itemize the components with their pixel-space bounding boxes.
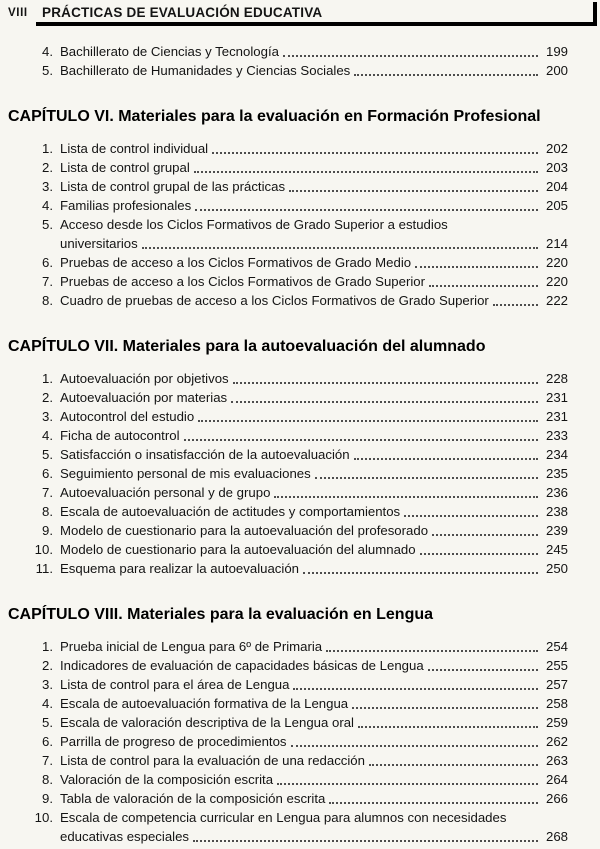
dot-leader — [432, 534, 538, 536]
toc-entry — [8, 694, 568, 713]
toc-entry-page-number: 259 — [545, 715, 568, 730]
toc-entry-title: Escala de autoevaluación de actitudes y comportamientos — [60, 504, 401, 519]
toc-entry-number: 8. — [42, 772, 53, 787]
dot-leader — [142, 247, 538, 249]
toc-entry-page-number: 202 — [545, 141, 568, 156]
toc-entry-number: 7. — [42, 274, 53, 289]
chapter-heading: CAPÍTULO VI. Materiales para la evaluación en Formación Profesional — [8, 108, 541, 125]
dot-leader — [212, 152, 538, 154]
toc-entry-line — [60, 253, 568, 272]
toc-entry — [8, 770, 568, 789]
dot-leader — [420, 553, 538, 555]
toc-entry-number: 2. — [42, 390, 53, 405]
toc-entry-line — [60, 732, 568, 751]
toc-entry-title: Escala de autoevaluación formativa de la Lengua — [60, 696, 349, 711]
toc-entry-line — [60, 483, 568, 502]
toc-entry-body — [60, 540, 568, 559]
chapter-heading: CAPÍTULO VII. Materiales para la autoevaluación del alumnado — [8, 338, 486, 355]
toc-entry — [8, 732, 568, 751]
toc-entry-body — [60, 789, 568, 808]
toc-entry-title: Lista de control grupal de las prácticas — [60, 179, 286, 194]
toc-entry-body — [60, 656, 568, 675]
toc-entry-line — [60, 234, 568, 253]
toc-entry-body — [60, 158, 568, 177]
dot-leader — [329, 802, 538, 804]
running-title: PRÁCTICAS DE EVALUACIÓN EDUCATIVA — [42, 5, 323, 20]
toc-entry-line — [60, 158, 568, 177]
toc-entry — [8, 656, 568, 675]
toc-entry-number: 1. — [42, 371, 53, 386]
toc-entry-page-number: 205 — [545, 198, 568, 213]
dot-leader — [291, 745, 538, 747]
toc-entry-line — [60, 426, 568, 445]
toc-entry-body — [60, 177, 568, 196]
toc-entry-body — [60, 388, 568, 407]
toc-entry-number: 3. — [42, 409, 53, 424]
toc-entry-title: Cuadro de pruebas de acceso a los Ciclos Formativos de Grado Superior — [60, 293, 489, 308]
toc-entry-title: Seguimiento personal de mis evaluaciones — [60, 466, 311, 481]
toc-entry-number: 6. — [42, 734, 53, 749]
toc-entry — [8, 559, 568, 578]
toc-entry-title: Pruebas de acceso a los Ciclos Formativos de Grado Medio — [60, 255, 412, 270]
toc-entry-line — [60, 827, 568, 846]
toc-entry-title: Escala de valoración descriptiva de la Lengua oral — [60, 715, 354, 730]
dot-leader — [198, 420, 538, 422]
toc-entry-number: 6. — [42, 466, 53, 481]
toc-entry-title: Familias profesionales — [60, 198, 192, 213]
toc-entry — [8, 464, 568, 483]
toc-entry-body — [60, 502, 568, 521]
toc-entry-body — [60, 675, 568, 694]
dot-leader — [369, 764, 538, 766]
dot-leader — [429, 285, 538, 287]
toc — [0, 30, 600, 846]
toc-entry — [8, 177, 568, 196]
toc-entry — [8, 483, 568, 502]
toc-entry — [8, 445, 568, 464]
toc-entry-title: Tabla de valoración de la composición escrita — [60, 791, 326, 806]
toc-entry-line — [60, 770, 568, 789]
toc-entry — [8, 751, 568, 770]
toc-entry-number: 2. — [42, 658, 53, 673]
toc-entry-page-number: 228 — [545, 371, 568, 386]
toc-entry-line — [60, 291, 568, 310]
toc-entry-title: Lista de control individual — [60, 141, 209, 156]
toc-entry-line — [60, 464, 568, 483]
toc-entry — [8, 369, 568, 388]
toc-entry-page-number: 203 — [545, 160, 568, 175]
toc-entry-line — [60, 61, 568, 80]
toc-entry-page-number: 220 — [545, 274, 568, 289]
toc-entry-title: Bachillerato de Ciencias y Tecnología — [60, 44, 279, 59]
dot-leader — [184, 439, 539, 441]
toc-entry-number: 10. — [34, 542, 53, 557]
toc-entry-body — [60, 751, 568, 770]
toc-entry-number: 3. — [42, 677, 53, 692]
toc-entry-number: 10. — [34, 810, 53, 825]
toc-entry-title-continued: educativas especiales — [60, 829, 190, 844]
toc-entry — [8, 808, 568, 846]
toc-entry-number: 1. — [42, 141, 53, 156]
toc-entry-title: Lista de control grupal — [60, 160, 190, 175]
toc-entry-title: Satisfacción o insatisfacción de la autoevaluación — [60, 447, 350, 462]
toc-entry-title: Escala de competencia curricular en Lengua para alumnos con necesidades — [60, 810, 507, 825]
toc-entry — [8, 196, 568, 215]
dot-leader — [233, 382, 538, 384]
toc-entry-page-number: 245 — [545, 542, 568, 557]
toc-entry-page-number: 255 — [545, 658, 568, 673]
toc-entry-title: Autoevaluación por objetivos — [60, 371, 229, 386]
toc-entry-number: 4. — [42, 198, 53, 213]
toc-entry-title: Valoración de la composición escrita — [60, 772, 274, 787]
toc-entry-number: 11. — [35, 561, 53, 576]
toc-entry-title: Lista de control para el área de Lengua — [60, 677, 290, 692]
dot-leader — [354, 74, 538, 76]
toc-entry-page-number: 220 — [545, 255, 568, 270]
page-folio: VIII — [8, 7, 28, 19]
toc-entry-line — [60, 388, 568, 407]
toc-entry-number: 8. — [42, 504, 53, 519]
toc-entry-line — [60, 713, 568, 732]
dot-leader — [293, 688, 538, 690]
toc-entry-title: Autocontrol del estudio — [60, 409, 195, 424]
toc-entry-page-number: 264 — [545, 772, 568, 787]
dot-leader — [428, 669, 538, 671]
toc-entry-title: Autoevaluación personal y de grupo — [60, 485, 271, 500]
toc-entry — [8, 272, 568, 291]
toc-entry-line — [60, 502, 568, 521]
toc-entry-number: 7. — [42, 485, 53, 500]
toc-entry-title: Lista de control para la evaluación de una redacción — [60, 753, 365, 768]
toc-entry-number: 7. — [42, 753, 53, 768]
toc-entry-number: 5. — [42, 447, 53, 462]
toc-entry-number: 5. — [42, 217, 53, 232]
toc-entry-line — [60, 540, 568, 559]
dot-leader — [493, 304, 538, 306]
dot-leader — [274, 496, 538, 498]
toc-entry-number: 3. — [42, 179, 53, 194]
toc-entry — [8, 42, 568, 61]
dot-leader — [326, 650, 538, 652]
dot-leader — [315, 477, 538, 479]
toc-entry-number: 1. — [42, 639, 53, 654]
header-corner-tick — [593, 2, 597, 26]
toc-entry-page-number: 233 — [545, 428, 568, 443]
dot-leader — [283, 55, 538, 57]
toc-entry-number: 9. — [42, 791, 53, 806]
toc-entry-line — [60, 694, 568, 713]
toc-entry-page-number: 262 — [545, 734, 568, 749]
toc-entry-page-number: 214 — [545, 236, 568, 251]
toc-entry-number: 8. — [42, 293, 53, 308]
toc-entry-line — [60, 751, 568, 770]
dot-leader — [289, 190, 538, 192]
toc-entry-number: 5. — [42, 715, 53, 730]
toc-entry-body — [60, 559, 568, 578]
toc-entry-body — [60, 732, 568, 751]
toc-entry — [8, 426, 568, 445]
toc-entry-title: Ficha de autocontrol — [60, 428, 180, 443]
toc-entry-page-number: 235 — [545, 466, 568, 481]
toc-entry-body — [60, 42, 568, 61]
toc-entry-title: Modelo de cuestionario para la autoevaluación del profesorado — [60, 523, 429, 538]
toc-entry-line — [60, 675, 568, 694]
toc-entry-page-number: 266 — [545, 791, 568, 806]
toc-entry — [8, 158, 568, 177]
dot-leader — [195, 209, 538, 211]
toc-entry-title: Acceso desde los Ciclos Formativos de Grado Superior a estudios — [60, 217, 448, 232]
toc-entry-title: Bachillerato de Humanidades y Ciencias Sociales — [60, 63, 351, 78]
toc-entry-page-number: 231 — [545, 390, 568, 405]
toc-entry-line — [60, 407, 568, 426]
header-rule — [36, 22, 597, 26]
dot-leader — [231, 401, 538, 403]
toc-entry-page-number: 254 — [545, 639, 568, 654]
toc-entry-body — [60, 369, 568, 388]
toc-entry — [8, 713, 568, 732]
toc-entry — [8, 407, 568, 426]
toc-entry — [8, 253, 568, 272]
toc-entry-body — [60, 694, 568, 713]
toc-entry — [8, 675, 568, 694]
toc-entry-page-number: 199 — [545, 44, 568, 59]
toc-entry — [8, 502, 568, 521]
toc-entry-page-number: 263 — [545, 753, 568, 768]
toc-entry-line — [60, 637, 568, 656]
toc-entry-body — [60, 808, 568, 846]
dot-leader — [194, 171, 538, 173]
toc-entry-line — [60, 139, 568, 158]
toc-entry-body — [60, 637, 568, 656]
toc-entry — [8, 61, 568, 80]
toc-entry — [8, 388, 568, 407]
toc-entry-line — [60, 42, 568, 61]
toc-entry-line — [60, 369, 568, 388]
toc-entry-body — [60, 61, 568, 80]
toc-entry-body — [60, 770, 568, 789]
dot-leader — [354, 458, 538, 460]
toc-entry-line — [60, 272, 568, 291]
toc-entry-line — [60, 177, 568, 196]
toc-entry — [8, 540, 568, 559]
toc-entry-number: 4. — [42, 428, 53, 443]
toc-entry-number: 2. — [42, 160, 53, 175]
toc-entry-number: 6. — [42, 255, 53, 270]
toc-entry-number: 5. — [42, 63, 53, 78]
dot-leader — [277, 783, 538, 785]
toc-entry-page-number: 250 — [545, 561, 568, 576]
toc-entry-line — [60, 521, 568, 540]
dot-leader — [358, 726, 538, 728]
toc-entry — [8, 139, 568, 158]
toc-entry-title: Autoevaluación por materias — [60, 390, 228, 405]
toc-entry — [8, 215, 568, 253]
toc-entry-body — [60, 426, 568, 445]
toc-entry-body — [60, 521, 568, 540]
toc-entry-page-number: 236 — [545, 485, 568, 500]
toc-entry-title: Modelo de cuestionario para la autoevaluación del alumnado — [60, 542, 416, 557]
toc-entry-body — [60, 291, 568, 310]
toc-entry-page-number: 200 — [545, 63, 568, 78]
chapter-heading: CAPÍTULO VIII. Materiales para la evaluación en Lengua — [8, 606, 434, 623]
toc-entry-page-number: 257 — [545, 677, 568, 692]
toc-entry-page-number: 222 — [545, 293, 568, 308]
toc-entry-page-number: 234 — [545, 447, 568, 462]
toc-entry-body — [60, 445, 568, 464]
toc-entry-line — [60, 445, 568, 464]
toc-entry-page-number: 204 — [545, 179, 568, 194]
toc-entry-number: 4. — [42, 696, 53, 711]
toc-entry-body — [60, 196, 568, 215]
toc-entry — [8, 789, 568, 808]
dot-leader — [303, 572, 538, 574]
toc-entry-title: Esquema para realizar la autoevaluación — [60, 561, 299, 576]
toc-entry-line — [60, 559, 568, 578]
toc-entry-line — [60, 196, 568, 215]
toc-entry-title: Indicadores de evaluación de capacidades básicas de Lengua — [60, 658, 424, 673]
toc-entry — [8, 291, 568, 310]
toc-entry-title-continued: universitarios — [60, 236, 138, 251]
toc-entry-body — [60, 483, 568, 502]
dot-leader — [415, 266, 538, 268]
dot-leader — [352, 707, 538, 709]
toc-entry-page-number: 239 — [545, 523, 568, 538]
toc-entry-body — [60, 464, 568, 483]
toc-entry-body — [60, 253, 568, 272]
toc-entry-body — [60, 139, 568, 158]
toc-entry-body — [60, 407, 568, 426]
toc-entry-title: Parrilla de progreso de procedimientos — [60, 734, 287, 749]
toc-entry — [8, 637, 568, 656]
toc-entry-number: 9. — [42, 523, 53, 538]
toc-entry-page-number: 231 — [545, 409, 568, 424]
toc-entry-number: 4. — [42, 44, 53, 59]
running-header — [0, 0, 600, 30]
toc-entry-body — [60, 713, 568, 732]
toc-entry-page-number: 258 — [545, 696, 568, 711]
toc-entry-line — [60, 789, 568, 808]
toc-entry-title: Pruebas de acceso a los Ciclos Formativos de Grado Superior — [60, 274, 426, 289]
toc-entry-page-number: 268 — [545, 829, 568, 844]
toc-entry-body — [60, 215, 568, 253]
dot-leader — [404, 515, 538, 517]
dot-leader — [193, 840, 538, 842]
toc-entry — [8, 521, 568, 540]
toc-entry-title: Prueba inicial de Lengua para 6º de Primaria — [60, 639, 323, 654]
toc-entry-body — [60, 272, 568, 291]
toc-entry-line — [60, 656, 568, 675]
toc-entry-page-number: 238 — [545, 504, 568, 519]
